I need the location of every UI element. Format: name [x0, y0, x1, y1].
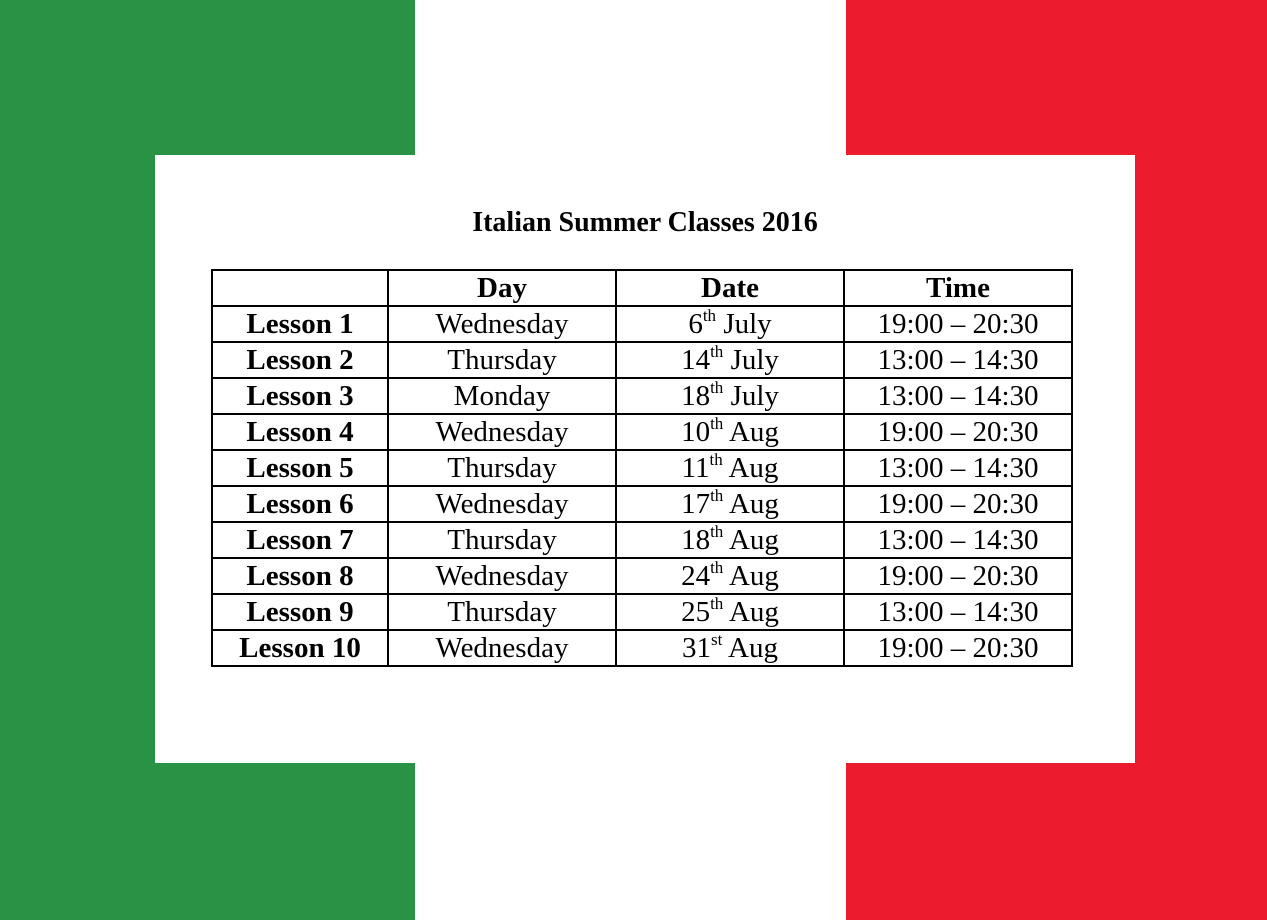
date-month: Aug: [728, 596, 779, 628]
date-suffix: th: [710, 558, 724, 577]
lesson-cell: Lesson 4: [212, 414, 388, 450]
date-number: 11: [681, 452, 710, 484]
header-blank: [212, 270, 388, 306]
table-row: [212, 486, 1072, 522]
date-month: Aug: [728, 560, 779, 592]
time-cell: 13:00 – 14:30: [844, 522, 1072, 558]
date-cell: [616, 558, 844, 594]
time-cell: 19:00 – 20:30: [844, 306, 1072, 342]
lesson-cell: Lesson 8: [212, 558, 388, 594]
lesson-cell: Lesson 6: [212, 486, 388, 522]
table-row: [212, 558, 1072, 594]
date-cell: [616, 414, 844, 450]
date-suffix: th: [710, 414, 724, 433]
table-row: [212, 378, 1072, 414]
date-space: [723, 344, 730, 376]
schedule-panel: [155, 155, 1135, 763]
date-suffix: th: [702, 306, 717, 325]
date-cell: [616, 450, 844, 486]
page-title: Italian Summer Classes 2016: [472, 207, 818, 238]
date-month: July: [730, 344, 779, 376]
day-cell: Wednesday: [388, 630, 616, 666]
day-cell: Thursday: [388, 594, 616, 630]
day-cell: Wednesday: [388, 414, 616, 450]
date-number: 17: [681, 488, 711, 520]
table-header-row: [212, 270, 1072, 306]
time-cell: 13:00 – 14:30: [844, 378, 1072, 414]
lesson-cell: Lesson 3: [212, 378, 388, 414]
table-row: [212, 630, 1072, 666]
time-cell: 13:00 – 14:30: [844, 342, 1072, 378]
date-number: 14: [681, 344, 711, 376]
day-cell: Wednesday: [388, 306, 616, 342]
date-suffix: th: [709, 450, 723, 469]
date-cell: [616, 342, 844, 378]
table-row: [212, 342, 1072, 378]
table-row: [212, 414, 1072, 450]
schedule-table: [211, 269, 1073, 667]
date-number: 24: [681, 560, 711, 592]
date-number: 18: [681, 524, 711, 556]
lesson-cell: Lesson 10: [212, 630, 388, 666]
time-cell: 19:00 – 20:30: [844, 630, 1072, 666]
date-suffix: th: [710, 342, 724, 361]
lesson-cell: Lesson 7: [212, 522, 388, 558]
date-cell: [616, 306, 844, 342]
date-cell: [616, 594, 844, 630]
time-cell: 13:00 – 14:30: [844, 450, 1072, 486]
date-number: 10: [681, 416, 711, 448]
date-number: 25: [681, 596, 711, 628]
day-cell: Monday: [388, 378, 616, 414]
date-cell: [616, 486, 844, 522]
table-row: [212, 306, 1072, 342]
date-suffix: th: [710, 486, 724, 505]
header-day: Day: [388, 270, 616, 306]
date-month: July: [730, 380, 779, 412]
day-cell: Thursday: [388, 522, 616, 558]
time-cell: 19:00 – 20:30: [844, 414, 1072, 450]
day-cell: Thursday: [388, 450, 616, 486]
date-suffix: st: [711, 630, 723, 649]
date-month: Aug: [728, 488, 779, 520]
lesson-cell: Lesson 5: [212, 450, 388, 486]
table-row: [212, 594, 1072, 630]
lesson-cell: Lesson 9: [212, 594, 388, 630]
lesson-cell: Lesson 2: [212, 342, 388, 378]
date-month: Aug: [728, 452, 779, 484]
date-cell: [616, 630, 844, 666]
date-cell: [616, 378, 844, 414]
date-number: 6: [688, 308, 703, 340]
date-cell: [616, 522, 844, 558]
date-suffix: th: [710, 594, 724, 613]
date-month: Aug: [728, 416, 779, 448]
header-time: Time: [844, 270, 1072, 306]
day-cell: Wednesday: [388, 486, 616, 522]
day-cell: Wednesday: [388, 558, 616, 594]
date-month: July: [723, 308, 772, 340]
lesson-cell: Lesson 1: [212, 306, 388, 342]
date-month: Aug: [728, 524, 779, 556]
date-suffix: th: [710, 522, 724, 541]
day-cell: Thursday: [388, 342, 616, 378]
time-cell: 13:00 – 14:30: [844, 594, 1072, 630]
table-row: [212, 522, 1072, 558]
time-cell: 19:00 – 20:30: [844, 486, 1072, 522]
date-month: Aug: [728, 632, 778, 664]
date-suffix: th: [710, 378, 724, 397]
date-space: [723, 380, 730, 412]
table-row: [212, 450, 1072, 486]
date-number: 31: [682, 632, 712, 664]
header-date: Date: [616, 270, 844, 306]
time-cell: 19:00 – 20:30: [844, 558, 1072, 594]
date-number: 18: [681, 380, 711, 412]
